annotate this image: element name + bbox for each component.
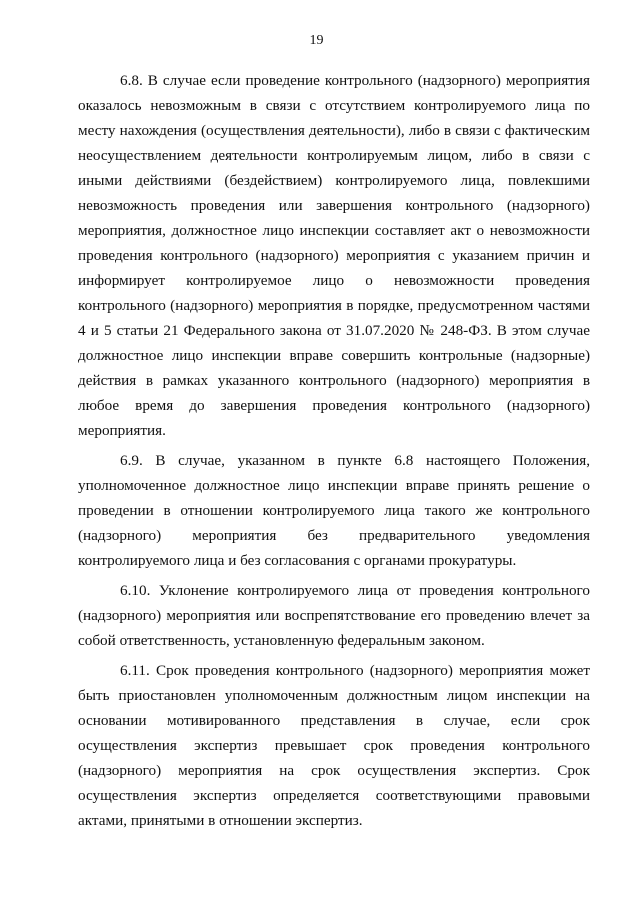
document-body bbox=[78, 68, 590, 833]
paragraph-6-8: 6.8. В случае если проведение контрольного (надзорного) мероприятия оказалось невозможным в связи с отсутствием контролируемого лица по месту нахождения (осуществления деятельности), либо в связи с фактическим неосуществлением деятельности контролируемым лицом, либо в связи с иными действиями (бездействием) контролируемого лица, повлекшими невозможность проведения или завершения контрольного (надзорного) мероприятия, должностное лицо инспекции составляет акт о невозможности проведения контрольного (надзорного) мероприятия с указанием причин и информирует контролируемое лицо о невозможности проведения контрольного (надзорного) мероприятия в порядке, предусмотренном частями 4 и 5 статьи 21 Федерального закона от 31.07.2020 № 248-ФЗ. В этом случае должностное лицо инспекции вправе совершить контрольные (надзорные) действия в рамках указанного контрольного (надзорного) мероприятия в любое время до завершения проведения контрольного (надзорного) мероприятия. bbox=[78, 72, 590, 439]
paragraph-6-10: 6.10. Уклонение контролируемого лица от проведения контрольного (надзорного) мероприятия или воспрепятствование его проведению влечет за собой ответственность, установленную федеральным законом. bbox=[78, 582, 590, 649]
page-number: 19 bbox=[309, 33, 324, 48]
paragraph-6-11: 6.11. Срок проведения контрольного (надзорного) мероприятия может быть приостановлен уполномоченным должностным лицом инспекции на основании мотивированного представления в случае, если срок осуществления экспертиз превышает срок проведения контрольного (надзорного) мероприятия на срок осуществления экспертиз. Срок осуществления экспертиз определяется соответствующими правовыми актами, принятыми в отношении экспертиз. bbox=[78, 662, 590, 829]
paragraph-6-9: 6.9. В случае, указанном в пункте 6.8 настоящего Положения, уполномоченное должностное лицо инспекции вправе принять решение о проведении в отношении контролируемого лица такого же контрольного (надзорного) мероприятия без предварительного уведомления контролируемого лица и без согласования с органами прокуратуры. bbox=[78, 452, 590, 569]
